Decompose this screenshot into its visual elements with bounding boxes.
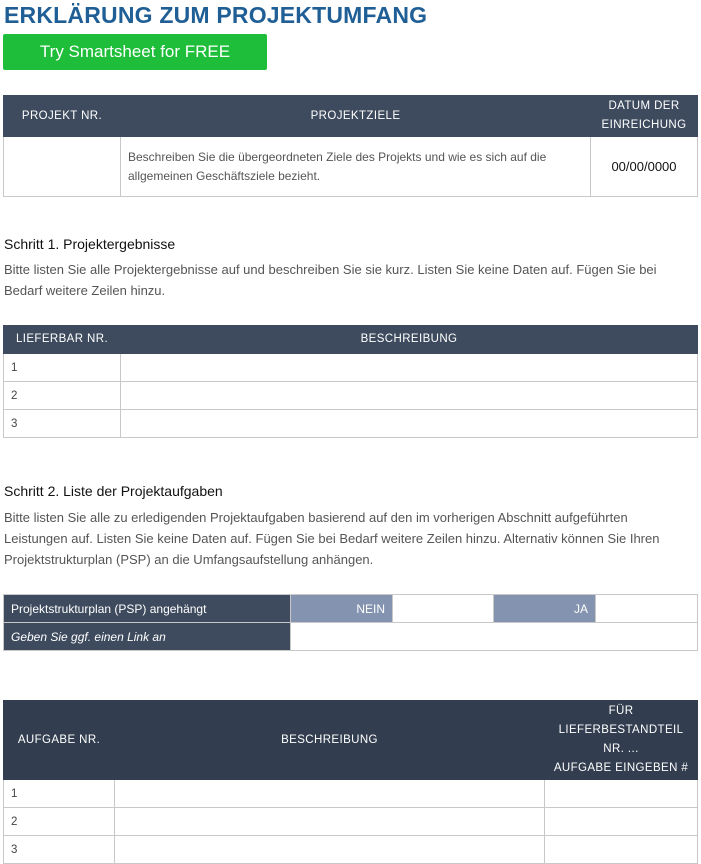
header-date-line1: DATUM DER [608, 100, 680, 112]
task-nr-cell[interactable]: 3 [4, 836, 115, 864]
submission-date-cell[interactable]: 00/00/0000 [591, 137, 698, 197]
deliverable-desc-cell[interactable] [121, 354, 698, 382]
task-deliverable-cell[interactable] [545, 780, 698, 808]
step1-description: Bitte listen Sie alle Projektergebnisse auf und beschreiben Sie sie kurz. Listen Sie keine Daten auf. Fügen Sie bei Bedarf weitere Zeilen hinzu. [4, 262, 657, 298]
page-title: ERKLÄRUNG ZUM PROJEKTUMFANG [4, 2, 428, 28]
header-project-goals: PROJEKTZIELE [121, 96, 591, 137]
project-goals-cell[interactable]: Beschreiben Sie die übergeordneten Ziele des Projekts und wie es sich auf die allgemeinen Geschäftsziele bezieht. [121, 137, 591, 197]
header-task-desc: BESCHREIBUNG [115, 701, 545, 780]
header-project-nr: PROJEKT NR. [4, 96, 121, 137]
deliverables-table [3, 325, 698, 438]
psp-no-label: NEIN [291, 595, 393, 623]
header-for-line3: NR. ... [603, 743, 639, 755]
psp-yes-input[interactable] [596, 595, 698, 623]
deliverable-desc-cell[interactable] [121, 382, 698, 410]
deliverable-nr-cell[interactable]: 1 [4, 354, 121, 382]
header-date-line2: EINREICHUNG [601, 119, 687, 131]
deliverable-nr-cell[interactable]: 2 [4, 382, 121, 410]
deliverable-nr-cell[interactable]: 3 [4, 410, 121, 438]
header-task-nr: AUFGABE NR. [4, 701, 115, 780]
header-deliverable-nr: LIEFERBAR NR. [4, 326, 121, 354]
task-desc-cell[interactable] [115, 780, 545, 808]
task-nr-cell[interactable]: 2 [4, 808, 115, 836]
table-row [4, 410, 698, 438]
header-for-line4: AUFGABE EINGEBEN # [553, 762, 689, 774]
header-deliverable-desc: BESCHREIBUNG [121, 326, 698, 354]
psp-link-input[interactable] [291, 623, 698, 651]
psp-attached-label: Projektstrukturplan (PSP) angehängt [4, 595, 291, 623]
header-for-line2: LIEFERBESTANDTEIL [558, 724, 684, 736]
try-smartsheet-button[interactable]: Try Smartsheet for FREE [3, 34, 267, 70]
task-nr-cell[interactable]: 1 [4, 780, 115, 808]
project-nr-cell[interactable] [4, 137, 121, 197]
header-submission-date [591, 96, 698, 137]
table-row [4, 808, 698, 836]
step2-title: Schritt 2. Liste der Projektaufgaben [4, 483, 223, 499]
table-row [4, 836, 698, 864]
table-row [4, 382, 698, 410]
psp-no-input[interactable] [393, 595, 494, 623]
step2-description: Bitte listen Sie alle zu erledigenden Projektaufgaben basierend auf den im vorherigen Abschnitt aufgeführten Leistungen auf. Listen Sie keine Daten auf. Fügen Sie bei Bedarf weitere Zeilen hinzu. Alternativ können Sie Ihren Projektstrukturplan (PSP) an die Umfangsaufstellung anhängen. [4, 510, 660, 567]
psp-link-label: Geben Sie ggf. einen Link an [4, 623, 291, 651]
task-desc-cell[interactable] [115, 836, 545, 864]
table-row [4, 354, 698, 382]
header-task-deliverable [545, 701, 698, 780]
project-table [3, 95, 698, 197]
tasks-table [3, 700, 698, 864]
step1-title: Schritt 1. Projektergebnisse [4, 236, 176, 252]
psp-yes-label: JA [494, 595, 596, 623]
task-deliverable-cell[interactable] [545, 836, 698, 864]
task-deliverable-cell[interactable] [545, 808, 698, 836]
deliverable-desc-cell[interactable] [121, 410, 698, 438]
psp-table [3, 594, 698, 651]
header-for-line1: FÜR [608, 705, 634, 717]
task-desc-cell[interactable] [115, 808, 545, 836]
table-row [4, 780, 698, 808]
